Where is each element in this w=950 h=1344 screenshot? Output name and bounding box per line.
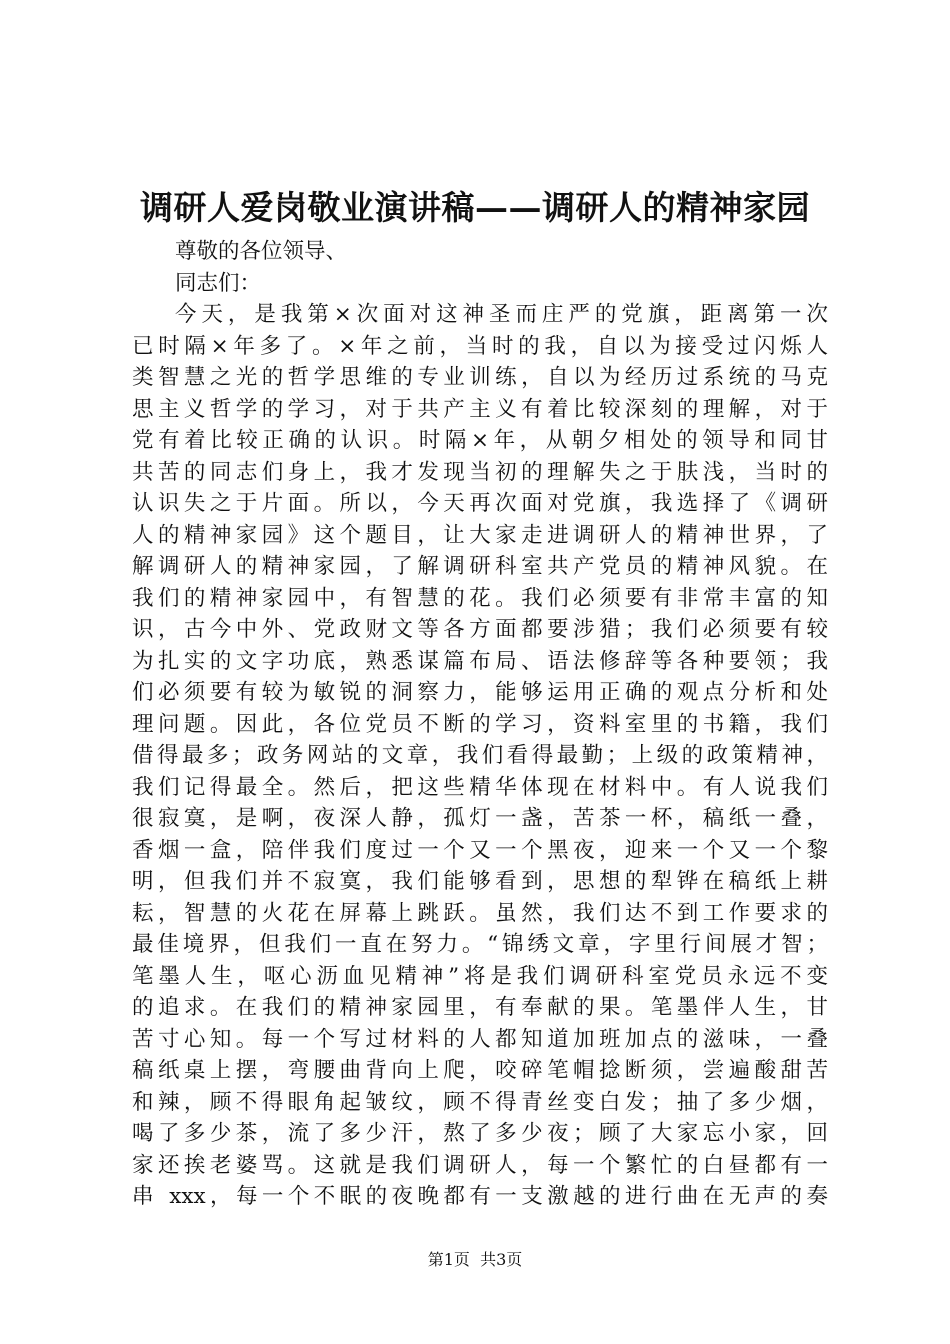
paragraph-line: 最佳境界，但我们一直在努力。“锦绣文章，字里行间展才智； [132,932,828,957]
document-body [132,236,828,1213]
paragraph-line: 类智慧之光的哲学思维的专业训练，自以为经历过系统的马克 [132,365,828,390]
paragraph-line: 为扎实的文字功底，熟悉谋篇布局、语法修辞等各种要领；我 [132,648,828,674]
paragraph-line: 我们记得最全。然后，把这些精华体现在材料中。有人说我们 [132,774,828,800]
paragraph-line: 香烟一盒，陪伴我们度过一个又一个黑夜，迎来一个又一个黎 [132,837,828,863]
page-number-footer: 第1页 共3页 [427,1250,523,1269]
paragraph-line: 和辣，顾不得眼角起皱纹，顾不得青丝变白发；抽了多少烟， [132,1089,828,1115]
paragraph-line: 笔墨人生，呕心沥血见精神”将是我们调研科室党员永远不变 [132,963,828,989]
paragraph-line: 认识失之于片面。所以，今天再次面对党旗，我选择了《调研 [132,491,828,516]
paragraph-line: 耘，智慧的火花在屏幕上跳跃。虽然，我们达不到工作要求的 [132,900,828,926]
salutation-line: 同志们： [175,270,262,296]
paragraph-line: 串 xxx，每一个不眠的夜晚都有一支激越的进行曲在无声的奏 [132,1184,828,1209]
paragraph-line: 们必须要有较为敏锐的洞察力，能够运用正确的观点分析和处 [132,680,828,705]
salutation-line: 尊敬的各位领导、 [175,239,348,264]
paragraph-line: 人的精神家园》这个题目，让大家走进调研人的精神世界，了 [132,522,828,548]
paragraph-line: 我们的精神家园中，有智慧的花。我们必须要有非常丰富的知 [132,585,828,611]
paragraph-line: 借得最多；政务网站的文章，我们看得最勤；上级的政策精神， [132,743,828,768]
paragraph-line: 理问题。因此，各位党员不断的学习，资料室里的书籍，我们 [132,711,828,737]
paragraph [132,299,828,1213]
paragraph-line: 今天，是我第×次面对这神圣而庄严的党旗，距离第一次 [175,302,828,327]
document-title: 调研人爱岗敬业演讲稿——调研人的精神家园 [140,188,810,227]
paragraph-line: 思主义哲学的学习，对于共产主义有着比较深刻的理解，对于 [132,396,828,422]
paragraph-line: 很寂寞，是啊，夜深人静，孤灯一盏，苦茶一杯，稿纸一叠， [132,806,828,831]
paragraph-line: 已时隔×年多了。×年之前，当时的我，自以为接受过闪烁人 [132,333,828,359]
paragraph-line: 喝了多少茶，流了多少汗，熬了多少夜；顾了大家忘小家，回 [132,1121,828,1146]
paragraph-line: 明，但我们并不寂寞，我们能够看到，思想的犁铧在稿纸上耕 [132,869,828,894]
paragraph-line: 稿纸桌上摆，弯腰曲背向上爬，咬碎笔帽捻断须，尝遍酸甜苦 [132,1058,828,1083]
paragraph-line: 家还挨老婆骂。这就是我们调研人，每一个繁忙的白昼都有一 [132,1152,828,1178]
paragraph-line: 的追求。在我们的精神家园里，有奉献的果。笔墨伴人生，甘 [132,995,828,1020]
paragraph-line: 解调研人的精神家园，了解调研科室共产党员的精神风貌。在 [132,554,828,579]
paragraph-line: 党有着比较正确的认识。时隔×年，从朝夕相处的领导和同甘 [132,428,828,453]
paragraph-line: 苦寸心知。每一个写过材料的人都知道加班加点的滋味，一叠 [132,1026,828,1052]
paragraph-line: 识，古今中外、党政财文等各方面都要涉猎；我们必须要有较 [132,617,828,642]
paragraph-line: 共苦的同志们身上，我才发现当初的理解失之于肤浅，当时的 [132,459,828,485]
